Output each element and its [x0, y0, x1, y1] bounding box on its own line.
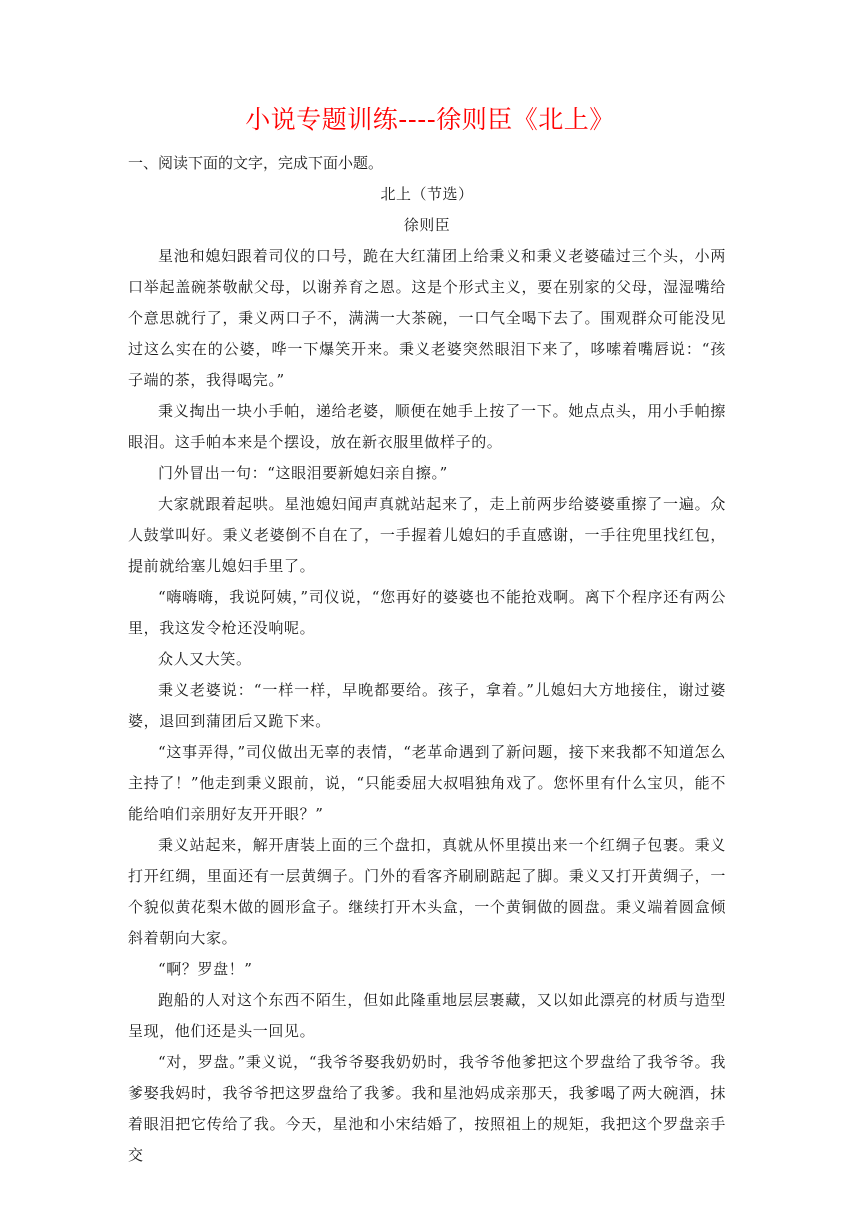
- paragraph: 秉义掏出一块小手帕，递给老婆，顺便在她手上按了一下。她点点头，用小手帕擦眼泪。这手帕本来是个摆设，放在新衣服里做样子的。: [128, 402, 726, 451]
- paragraph: 大家就跟着起哄。星池媳妇闻声真就站起来了，走上前两步给婆婆重擦了一遍。众人鼓掌叫好。秉义老婆倒不自在了，一手握着儿媳妇的手直感谢，一手往兜里找红包，提前就给塞儿媳妇手里了。: [128, 495, 726, 575]
- paragraph: 星池和媳妇跟着司仪的口号，跪在大红蒲团上给秉义和秉义老婆磕过三个头，小两口举起盖碗茶敬献父母，以谢养育之恩。这是个形式主义，要在别家的父母，湿湿嘴给个意思就行了，秉义两口子不，满满一大茶碗，一口气全喝下去了。围观群众可能没见过这么实在的公婆，哗一下爆笑开来。秉义老婆突然眼泪下来了，哆嗦着嘴唇说：“孩子端的茶，我得喝完。”: [128, 247, 726, 389]
- paragraph: “啊？罗盘！”: [158, 960, 253, 978]
- paragraph: 秉义老婆说：“一样一样，早晚都要给。孩子，拿着。”儿媳妇大方地接住，谢过婆婆，退回到蒲团后又跪下来。: [128, 681, 726, 730]
- passage-title: 北上（节选）: [380, 185, 474, 203]
- question-instruction: 一、阅读下面的文字，完成下面小题。: [128, 154, 384, 172]
- document-body: [128, 148, 726, 1171]
- paragraph: “对，罗盘。”秉义说，“我爷爷娶我奶奶时，我爷爷他爹把这个罗盘给了我爷爷。我爹娶我妈时，我爷爷把这罗盘给了我爹。我和星池妈成亲那天，我爹喝了两大碗酒，抹着眼泪把它传给了我。今天，星池和小宋结婚了，按照祖上的规矩，我把这个罗盘亲手交: [128, 1053, 726, 1164]
- paragraph: “这事弄得，”司仪做出无辜的表情，“老革命遇到了新问题，接下来我都不知道怎么主持了！”他走到秉义跟前，说，“只能委屈大叔唱独角戏了。您怀里有什么宝贝，能不能给咱们亲朋好友开开眼？”: [128, 743, 726, 823]
- document-title: 小说专题训练----徐则臣《北上》: [245, 105, 615, 134]
- paragraph: 众人又大笑。: [158, 650, 252, 668]
- paragraph: 跑船的人对这个东西不陌生，但如此隆重地层层裹藏，又以如此漂亮的材质与造型呈现，他们还是头一回见。: [128, 991, 726, 1040]
- paragraph: “嗨嗨嗨，我说阿姨，”司仪说，“您再好的婆婆也不能抢戏啊。离下个程序还有两公里，我这发令枪还没响呢。: [128, 588, 726, 637]
- paragraph: 秉义站起来，解开唐装上面的三个盘扣，真就从怀里摸出来一个红绸子包裹。秉义打开红绸，里面还有一层黄绸子。门外的看客齐刷刷踮起了脚。秉义又打开黄绸子，一个貌似黄花梨木做的圆形盒子。继续打开木头盒，一个黄铜做的圆盘。秉义端着圆盒倾斜着朝向大家。: [128, 836, 726, 947]
- paragraph: 门外冒出一句：“这眼泪要新媳妇亲自擦。”: [158, 464, 448, 482]
- passage-author: 徐则臣: [403, 216, 451, 234]
